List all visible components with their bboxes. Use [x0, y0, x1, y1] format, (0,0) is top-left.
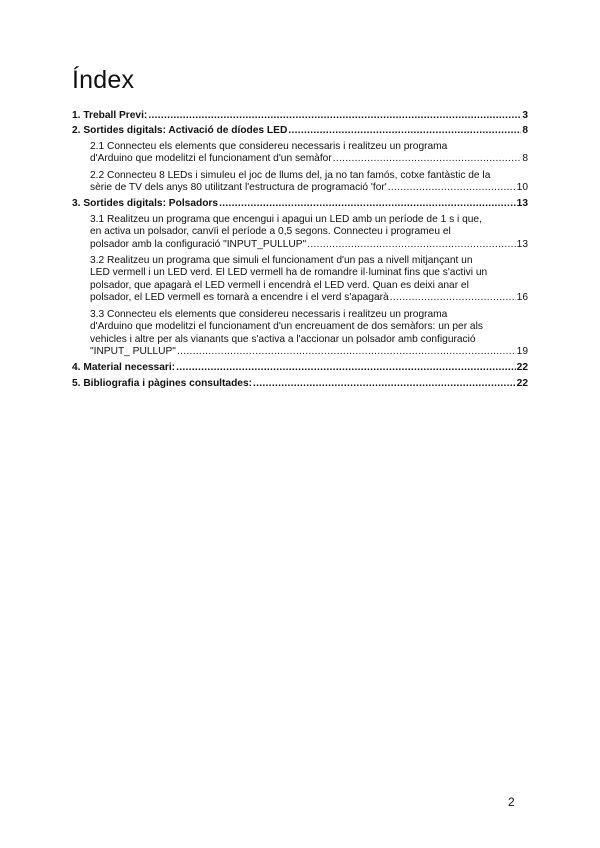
toc-entry-text-line: 2. Sortides digitals: Activació de díodes LED — [72, 125, 288, 137]
toc-entry-text-line: 4. Material necessari: — [72, 362, 176, 374]
table-of-contents — [72, 110, 528, 393]
dot-leader — [148, 110, 521, 122]
toc-entry-text-line: "INPUT_ PULLUP" — [90, 345, 176, 357]
toc-entry-text-line: 3. Sortides digitals: Polsadors — [72, 198, 219, 210]
toc-page-number: 13 — [516, 198, 528, 210]
toc-entry-text-line: polsador, que apagarà el LED vermell i encendrà el LED verd. Quan es deixi anar el — [90, 279, 469, 291]
toc-page-number: 8 — [522, 125, 528, 137]
toc-entry-text-line: polsador, el LED vermell es tornarà a encendre i el verd s'apagarà — [90, 292, 389, 304]
toc-entry-text-line: LED vermell i un LED verd. El LED vermell ha de romandre il·luminat fins que s'activi un — [90, 267, 488, 279]
toc-entry[interactable] — [72, 362, 528, 374]
toc-entry[interactable] — [90, 309, 528, 359]
toc-entry[interactable] — [72, 198, 528, 210]
toc-entry[interactable] — [72, 378, 528, 390]
toc-page-number: 10 — [516, 182, 528, 194]
toc-page-number: 13 — [516, 238, 528, 250]
dot-leader — [333, 153, 522, 165]
toc-entry[interactable] — [72, 110, 528, 122]
toc-entry[interactable] — [90, 255, 528, 305]
toc-page-number: 22 — [516, 377, 528, 389]
toc-entry[interactable] — [90, 141, 528, 166]
dot-leader — [307, 239, 515, 251]
dot-leader — [176, 362, 516, 374]
dot-leader — [253, 378, 516, 390]
dot-leader — [388, 182, 516, 194]
toc-entry[interactable] — [72, 125, 528, 137]
toc-entry-text-line: 3.2 Realitzeu un programa que simuli el funcionament d'un pas a nivell mitjançant un — [90, 255, 473, 267]
toc-entry-text-line: polsador amb la configuració "INPUT_PULLUP" — [90, 238, 307, 250]
toc-page-number: 19 — [516, 345, 528, 357]
toc-page-number: 16 — [516, 292, 528, 304]
dot-leader — [219, 198, 516, 210]
toc-entry-text-line: 3.1 Realitzeu un programa que encengui i apagui un LED amb un període de 1 s i que, — [90, 213, 482, 225]
page-number: 2 — [508, 795, 515, 809]
dot-leader — [390, 292, 516, 304]
toc-page-number: 3 — [522, 110, 528, 121]
toc-page-number: 22 — [516, 362, 528, 374]
toc-entry-text-line: 1. Treball Previ: — [72, 110, 148, 121]
page-title: Índex — [72, 66, 135, 94]
toc-entry-text-line: 2.1 Connecteu els elements que considereu necessaris i realitzeu un programa — [90, 140, 448, 152]
toc-entry-text-line: sèrie de TV dels anys 80 utilitzant l'estructura de programació 'for' — [90, 182, 387, 194]
toc-entry-text-line: 3.3 Connecteu els elements que considereu necessaris i realitzeu un programa — [90, 308, 448, 320]
toc-entry-text-line: en activa un polsador, canvïi el període a 0,5 segons. Connecteu i programeu el — [90, 226, 451, 238]
toc-entry-text-line: vehicles i altre per als vianants que s'activa a l'accionar un polsador amb configuració — [90, 333, 476, 345]
dot-leader — [177, 346, 516, 358]
toc-page-number: 8 — [522, 153, 528, 165]
dot-leader — [288, 125, 521, 137]
toc-entry-text-line: 2.2 Connecteu 8 LEDs i simuleu el joc de llums del, ja no tan famós, cotxe fantàstic de la — [90, 169, 491, 181]
toc-entry-text-line: d'Arduino que modelitzi el funcionament d'un encreuament de dos semàfors: un per als — [90, 321, 483, 333]
toc-entry[interactable] — [90, 214, 528, 251]
toc-entry-text-line: d'Arduino que modelitzi el funcionament d'un semàfor — [90, 153, 332, 165]
toc-entry[interactable] — [90, 170, 528, 195]
toc-entry-text-line: 5. Bibliografia i pàgines consultades: — [72, 377, 253, 389]
